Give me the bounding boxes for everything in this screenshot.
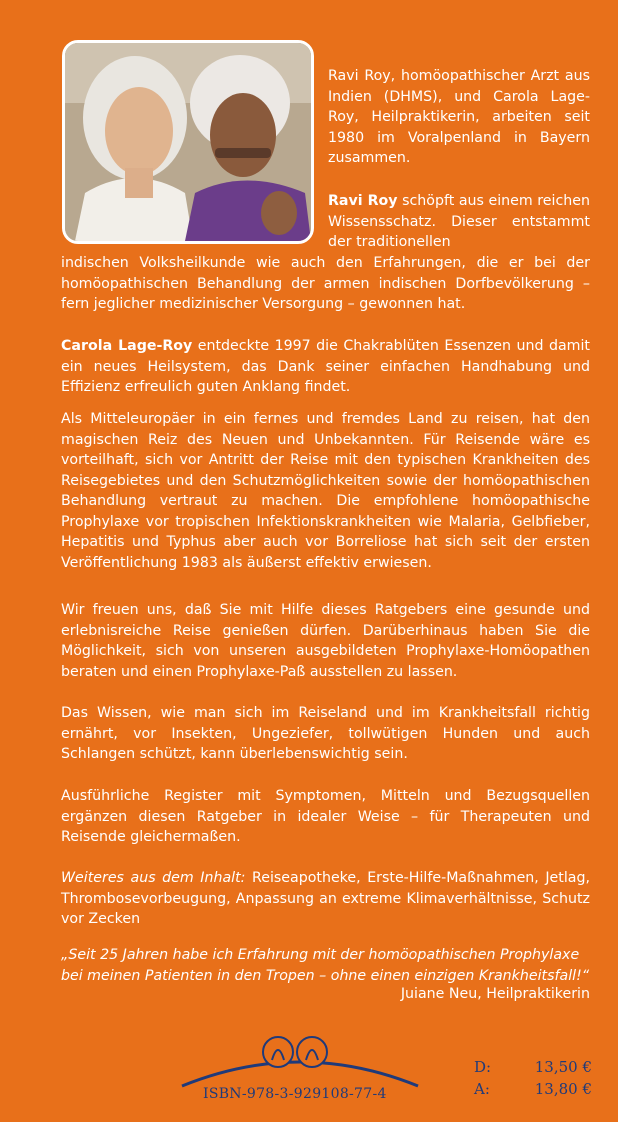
ravi-paragraph-full <box>61 253 590 315</box>
price-country: A: <box>474 1080 490 1098</box>
price-amount: 13,80 € <box>534 1080 592 1098</box>
register-paragraph <box>61 786 590 848</box>
price-row-de <box>474 1056 592 1078</box>
author-photo-illustration <box>65 43 311 241</box>
testimonial-author: Juiane Neu, Heilpraktikerin <box>400 986 590 1002</box>
travel-paragraph <box>61 409 590 573</box>
joy-text: Wir freuen uns, daß Sie mit Hilfe dieses Ratgebers eine gesunde und erlebnisreiche Reise genießen dürfen. Darüberhinaus haben Sie die Möglichkeit, sich von unseren ausgebildeten Prophylaxe-Homöopathen beraten und einen Prophylaxe-Paß ausstellen zu lassen. <box>61 602 590 680</box>
testimonial-quote: „Seit 25 Jahren habe ich Erfahrung mit der homöopathischen Prophylaxe bei meinen Patienten in den Tropen – ohne einen einzigen Krankheitsfall!“ <box>61 947 590 984</box>
more-text: Reiseapotheke, Erste-Hilfe-Maßnahmen, Jetlag, Thrombosevorbeugung, Anpassung an extreme Klimaverhältnisse, Schutz vor Zecken <box>61 870 590 927</box>
ravi-text-side: schöpft aus einem reichen Wissensschatz. Dieser entstammt der traditionellen <box>328 193 590 250</box>
intro-paragraph: Ravi Roy, homöopathischer Arzt aus Indien (DHMS), und Carola Lage-Roy, Heilpraktikerin, arbeiten seit 1980 im Voralpenland in Bayern zusammen. <box>328 68 590 166</box>
carola-text: entdeckte 1997 die Chakrablüten Essenzen und damit ein neues Heilsystem, das Dank seiner einfachen Handhabung und Effizienz erfreulich guten Anklang findet. <box>61 338 590 395</box>
more-content-paragraph <box>61 868 590 930</box>
price-row-at <box>474 1078 592 1100</box>
price-list <box>474 1056 592 1100</box>
register-text: Ausführliche Register mit Symptomen, Mitteln und Bezugsquellen ergänzen diesen Ratgeber in idealer Weise – für Therapeuten und Reisende gleichermaßen. <box>61 788 590 845</box>
carola-name: Carola Lage-Roy <box>61 338 193 354</box>
knowledge-paragraph <box>61 703 590 765</box>
price-amount: 13,50 € <box>534 1058 592 1076</box>
publisher-logo <box>180 1028 420 1088</box>
knowledge-text: Das Wissen, wie man sich im Reiseland und im Krankheitsfall richtig ernährt, vor Insekten, Ungeziefer, tollwütigen Hunden und auch Schlangen schützt, kann überlebenswichtig sein. <box>61 705 590 762</box>
ravi-text-full: indischen Volksheilkunde wie auch den Erfahrungen, die er bei der homöopathischen Behandlung der armen indischen Dorfbevölkerung – fern jeglicher medizinischer Versorgung – gewonnen hat. <box>61 255 590 312</box>
isbn: ISBN-978-3-929108-77-4 <box>203 1086 387 1102</box>
more-label: Weiteres aus dem Inhalt: <box>61 870 246 886</box>
joy-paragraph <box>61 600 590 682</box>
author-photo <box>62 40 314 244</box>
price-country: D: <box>474 1058 492 1076</box>
carola-paragraph <box>61 336 590 398</box>
travel-text: Als Mitteleuropäer in ein fernes und fremdes Land zu reisen, hat den magischen Reiz des Neuen und Unbekannten. Für Reisende wäre es vorteilhaft, sich vor Antritt der Reise mit den typischen Krankheiten des Reisegebietes und den Schutzmöglichkeiten sowie der homöopathischen Behandlung vertraut zu machen. Die empfohlene homöopathische Prophylaxe vor tropischen Infektionskrankheiten wie Malaria, Gelbfieber, Hepatitis und Typhus aber auch vor Borreliose hat sich seit der ersten Veröffentlichung 1983 als äußerst effektiv erwiesen. <box>61 411 590 571</box>
ravi-name: Ravi Roy <box>328 193 398 209</box>
ravi-paragraph-side <box>328 191 590 253</box>
